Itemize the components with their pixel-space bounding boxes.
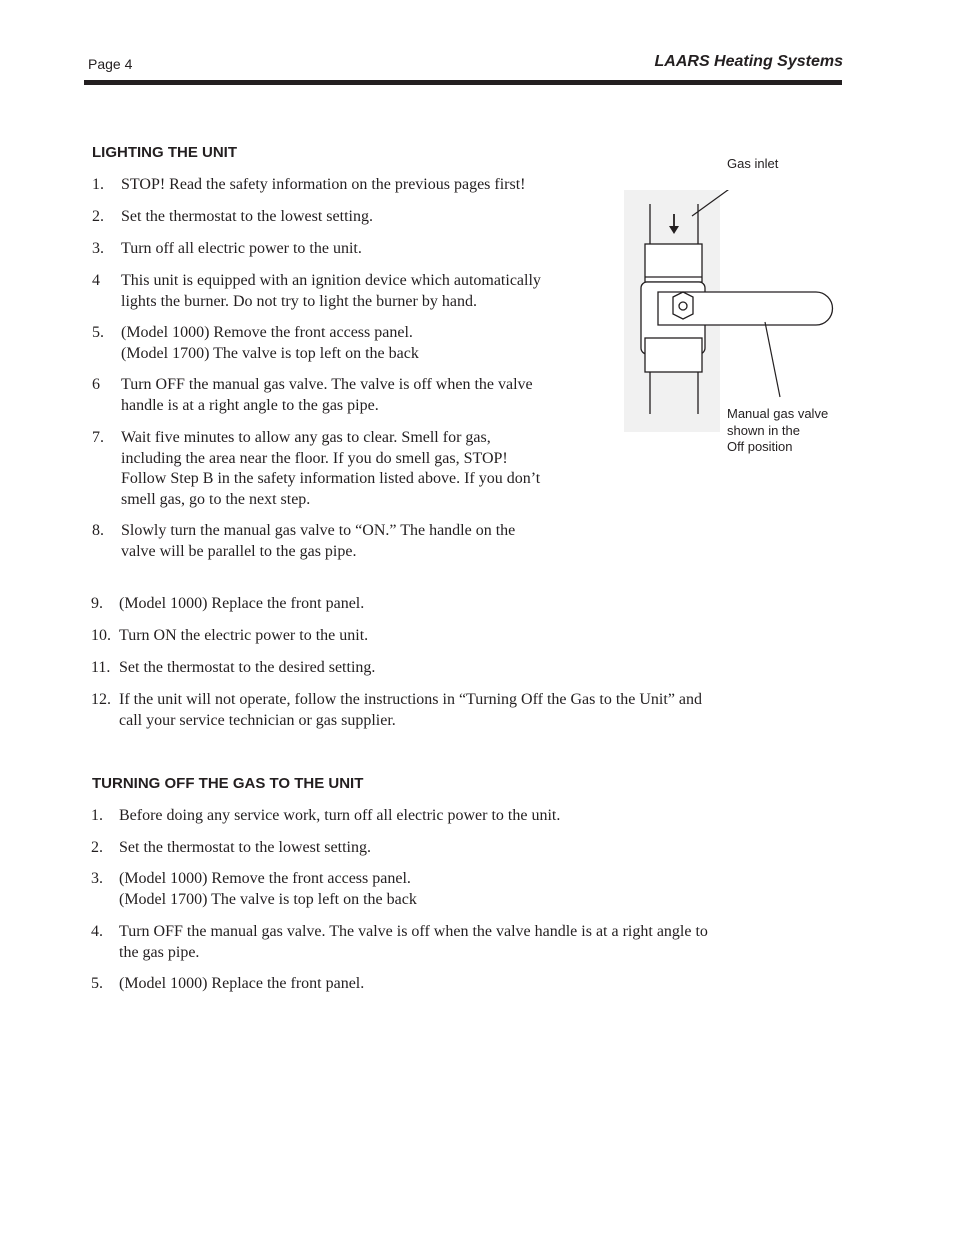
step-number: 11.	[91, 659, 111, 676]
manual-valve-label: Manual gas valve shown in the Off position	[727, 406, 829, 454]
section-title-turning-off: TURNING OFF THE GAS TO THE UNIT	[92, 775, 364, 792]
step-number: 3.	[92, 240, 104, 257]
step-number: 8.	[92, 522, 104, 539]
step-text: (Model 1000) Remove the front access panel. (Model 1700) The valve is top left on the back	[119, 870, 417, 908]
step-number: 1.	[92, 176, 104, 193]
step-text: (Model 1000) Replace the front panel.	[119, 975, 365, 992]
header-rule	[84, 80, 842, 85]
step-number: 5.	[91, 975, 103, 992]
step-text: Before doing any service work, turn off all electric power to the unit.	[119, 807, 561, 824]
step-number: 4.	[91, 923, 103, 940]
step-number: 4	[92, 272, 100, 289]
step-number: 6	[92, 376, 100, 393]
step-text: This unit is equipped with an ignition device which automatically lights the burner. Do not try to light the burner by hand.	[121, 272, 541, 310]
step-text: (Model 1000) Replace the front panel.	[119, 595, 365, 612]
step-text: Turn OFF the manual gas valve. The valve is off when the valve handle is at a right angle to the gas pipe.	[121, 376, 533, 414]
step-text: Set the thermostat to the lowest setting.	[119, 839, 371, 856]
step-number: 2.	[92, 208, 104, 225]
brand-name: LAARS Heating Systems	[654, 53, 843, 70]
step-text: Turn off all electric power to the unit.	[121, 240, 362, 257]
step-number: 9.	[91, 595, 103, 612]
step-text: Slowly turn the manual gas valve to “ON.” The handle on the valve will be parallel to the gas pipe.	[121, 522, 516, 560]
page-number: Page 4	[88, 56, 133, 72]
section-title-lighting: LIGHTING THE UNIT	[92, 144, 237, 161]
upper-fitting	[645, 244, 702, 282]
step-number: 2.	[91, 839, 103, 856]
gas-valve-diagram	[620, 190, 840, 435]
valve-leader	[765, 322, 780, 397]
step-text: Wait five minutes to allow any gas to clear. Smell for gas, including the area near the floor. If you do smell gas, STOP! Follow Step B in the safety information listed above. If you don’t smell gas, go to the next step.	[121, 429, 541, 508]
step-number: 10.	[91, 627, 111, 644]
step-text: If the unit will not operate, follow the instructions in “Turning Off the Gas to the Unit” and call your service technician or gas supplier.	[119, 691, 703, 729]
gas-inlet-label: Gas inlet	[727, 156, 779, 171]
step-text: STOP! Read the safety information on the previous pages first!	[121, 176, 526, 193]
step-text: Set the thermostat to the lowest setting.	[121, 208, 373, 225]
step-text: Set the thermostat to the desired setting.	[119, 659, 376, 676]
step-number: 12.	[91, 691, 111, 708]
step-text: (Model 1000) Remove the front access panel. (Model 1700) The valve is top left on the back	[121, 324, 419, 362]
step-text: Turn OFF the manual gas valve. The valve is off when the valve handle is at a right angle to the gas pipe.	[119, 923, 708, 961]
step-number: 7.	[92, 429, 104, 446]
step-number: 1.	[91, 807, 103, 824]
step-number: 3.	[91, 870, 103, 887]
step-text: Turn ON the electric power to the unit.	[119, 627, 369, 644]
step-number: 5.	[92, 324, 104, 341]
lower-fitting	[645, 338, 702, 372]
valve-stem	[679, 302, 687, 310]
